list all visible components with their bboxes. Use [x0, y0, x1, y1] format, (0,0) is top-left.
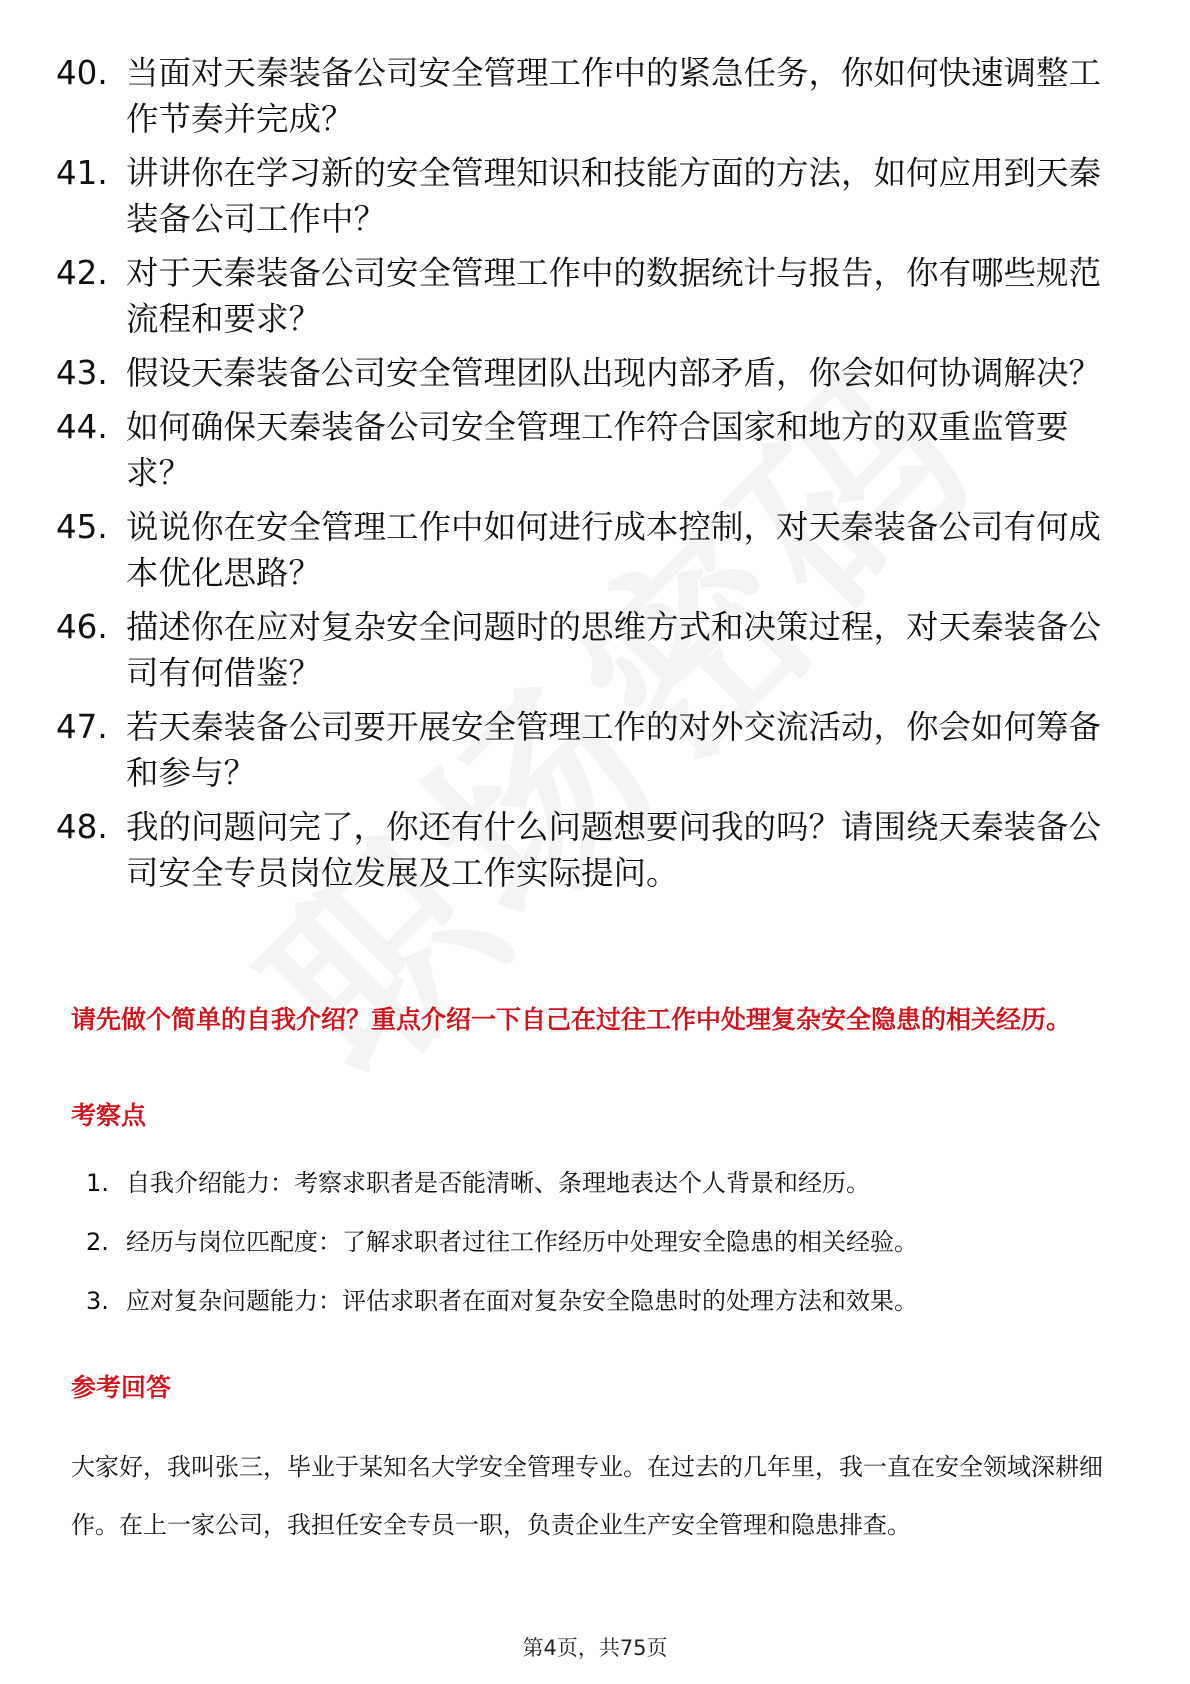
inspection-number: 3.: [86, 1287, 109, 1315]
question-text: 假设天秦装备公司安全管理团队出现内部矛盾，你会如何协调解决？: [126, 354, 1102, 392]
question-number: 41.: [56, 154, 108, 192]
question-text: 说说你在安全管理工作中如何进行成本控制，对天秦装备公司有何成本优化思路？: [126, 508, 1102, 592]
question-text: 若天秦装备公司要开展安全管理工作的对外交流活动，你会如何筹备和参与？: [126, 708, 1102, 792]
inspection-item: [86, 1284, 1126, 1318]
inspection-item: [86, 1225, 1126, 1259]
reference-answer: 大家好，我叫张三，毕业于某知名大学安全管理专业。在过去的几年里，我一直在安全领域深耕细作。在上一家公司，我担任安全专员一职，负责企业生产安全管理和隐患排查。: [71, 1453, 1103, 1539]
question-item: [56, 350, 1126, 396]
inspection-item: [86, 1166, 1126, 1200]
question-item: [56, 404, 1126, 496]
question-number: 46.: [56, 608, 108, 646]
reference-title: 参考回答: [71, 1373, 172, 1402]
question-text: 讲讲你在学习新的安全管理知识和技能方面的方法，如何应用到天秦装备公司工作中？: [126, 154, 1102, 238]
question-number: 45.: [56, 508, 108, 546]
inspection-text: 经历与岗位匹配度：了解求职者过往工作经历中处理安全隐患的相关经验。: [126, 1228, 918, 1256]
highlight-question: 请先做个简单的自我介绍？重点介绍一下自己在过往工作中处理复杂安全隐患的相关经历。: [71, 1005, 1072, 1034]
question-text: 如何确保天秦装备公司安全管理工作符合国家和地方的双重监管要求？: [126, 408, 1069, 492]
question-item: [56, 150, 1126, 242]
question-item: [56, 504, 1126, 596]
question-list: [56, 50, 1126, 904]
question-item: [56, 704, 1126, 796]
inspection-list: [86, 1166, 1126, 1343]
question-text: 我的问题问完了，你还有什么问题想要问我的吗？请围绕天秦装备公司安全专员岗位发展及工作实际提问。: [126, 808, 1102, 892]
question-text: 当面对天秦装备公司安全管理工作中的紧急任务，你如何快速调整工作节奏并完成？: [126, 54, 1102, 138]
question-item: [56, 804, 1126, 896]
question-number: 43.: [56, 354, 108, 392]
question-item: [56, 250, 1126, 342]
question-number: 40.: [56, 54, 108, 92]
question-number: 44.: [56, 408, 108, 446]
inspection-text: 应对复杂问题能力：评估求职者在面对复杂安全隐患时的处理方法和效果。: [126, 1287, 918, 1315]
inspection-number: 2.: [86, 1228, 109, 1256]
question-number: 48.: [56, 808, 108, 846]
inspection-text: 自我介绍能力：考察求职者是否能清晰、条理地表达个人背景和经历。: [126, 1169, 870, 1197]
question-text: 对于天秦装备公司安全管理工作中的数据统计与报告，你有哪些规范流程和要求？: [126, 254, 1102, 338]
question-text: 描述你在应对复杂安全问题时的思维方式和决策过程，对天秦装备公司有何借鉴？: [126, 608, 1102, 692]
inspection-title: 考察点: [71, 1101, 147, 1130]
question-number: 42.: [56, 254, 108, 292]
question-number: 47.: [56, 708, 108, 746]
question-item: [56, 604, 1126, 696]
question-item: [56, 50, 1126, 142]
inspection-number: 1.: [86, 1169, 109, 1197]
page-footer: 第4页，共75页: [522, 1636, 668, 1660]
